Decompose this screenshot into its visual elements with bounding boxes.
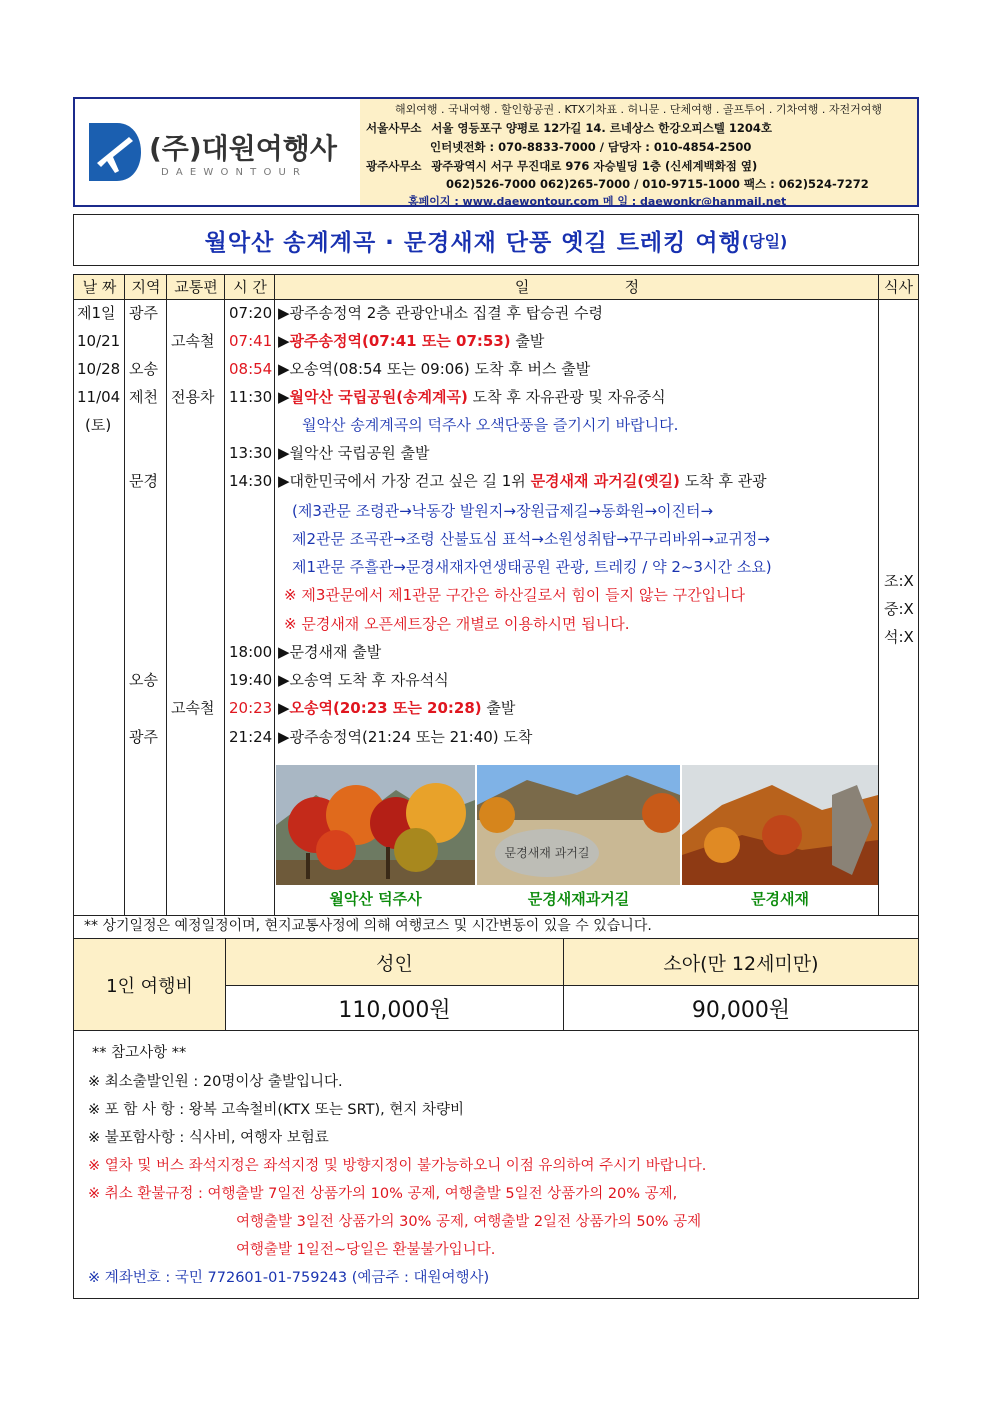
header-schedule: 일 정 (514, 278, 640, 296)
gwangju-office-label: 광주사무소 (366, 159, 422, 173)
transport-ktx-return: 고속철 (171, 699, 215, 717)
table-header-row (74, 275, 918, 300)
schedule-line: 제2관문 조곡관→조령 산불됴심 표석→소원성취탑→꾸구리바위→교귀정→ (292, 530, 770, 548)
schedule-line: 제1관문 주흘관→문경새재자연생태공원 관광, 트레킹 / 약 2~3시간 소요) (292, 558, 772, 576)
logo-area (75, 99, 361, 205)
price-label: 1인 여행비 (74, 939, 226, 1030)
note-account: ※ 계좌번호 : 국민 772601-01-759243 (예금주 : 대원여행사) (88, 1270, 490, 1286)
meal-dinner: 석:X (884, 628, 914, 646)
note-refund: ※ 취소 환불규정 : 여행출발 7일전 상품가의 10% 공제, 여행출발 5일전 상품가의 20% 공제, (88, 1186, 678, 1202)
highlight: 광주송정역(07:41 또는 07:53) (289, 332, 511, 350)
meal-breakfast: 조:X (884, 572, 914, 590)
caption-deokjusa: 월악산 덕주사 (329, 890, 422, 908)
schedule-line: 월악산 송계계곡의 덕주사 오색단풍을 즐기시기 바랍니다. (302, 416, 679, 434)
time-cell: 07:20 (229, 304, 273, 322)
transport-bus: 전용차 (171, 388, 215, 406)
gwangju-office (366, 158, 923, 174)
arrow: ▶ (278, 388, 290, 406)
header-time: 시 간 (233, 278, 267, 296)
seoul-office-address: 서울 영등포구 양평로 12가길 14. 르네상스 한강오피스텔 1204호 (431, 121, 773, 135)
date-3: 11/04 (77, 388, 121, 406)
region-jecheon: 제천 (129, 388, 158, 406)
contact-info (360, 99, 917, 208)
itinerary-table (73, 274, 919, 916)
schedule-line (278, 327, 544, 355)
col-divider (124, 275, 125, 915)
highlight: 문경새재 과거길(옛길) (530, 472, 680, 490)
company-header (73, 97, 919, 207)
photo-woraksan-deokjusa (276, 765, 475, 885)
child-price: 90,000원 (691, 997, 791, 1023)
time-cell: 20:23 (229, 699, 273, 717)
time-cell: 08:54 (229, 360, 273, 378)
col-divider (166, 275, 167, 915)
col-divider (224, 275, 225, 915)
reference-notes (73, 1030, 919, 1299)
logo-subtext: D A E W O N T O U R (161, 167, 302, 178)
schedule-line: (제3관문 조령관→낙동강 발원지→장원급제길→동화원→이진터→ (292, 502, 714, 520)
logo-text: (주)대원여행사 (149, 132, 337, 165)
text: 도착 후 관광 (679, 472, 767, 490)
transport-ktx: 고속철 (171, 332, 215, 350)
note-min-people: ※ 최소출발인원 : 20명이상 출발입니다. (88, 1074, 343, 1090)
seoul-office-label: 서울사무소 (366, 121, 422, 135)
text: 도착 후 자유관광 및 자유중식 (467, 388, 666, 406)
header-transport: 교통편 (174, 278, 218, 296)
highlight: 월악산 국립공원(송계계곡) (289, 388, 468, 406)
schedule-line (278, 694, 515, 722)
date-day: 제1일 (77, 304, 116, 322)
photo-mungyeong-road (477, 765, 680, 885)
arrow: ▶ (278, 699, 290, 717)
schedule-notice: ** 상기일정은 예정일정이며, 현지교통사정에 의해 여행코스 및 시간변동이 있을 수 있습니다. (73, 915, 919, 939)
gwangju-phone: 062)526-7000 062)265-7000 / 010-9715-1000 팩스 : 062)524-7272 (446, 177, 869, 191)
title-box (73, 214, 919, 266)
note-included: ※ 포 함 사 항 : 왕복 고속철비(KTX 또는 SRT), 현지 차량비 (88, 1102, 465, 1118)
schedule-line: ▶오송역 도착 후 자유석식 (278, 671, 449, 689)
region-gwangju: 광주 (129, 304, 158, 322)
date-1: 10/21 (77, 332, 121, 350)
adult-price: 110,000원 (226, 986, 564, 1030)
col-divider (274, 275, 275, 915)
schedule-line (278, 383, 666, 411)
schedule-line: ▶광주송정역 2층 관광안내소 집결 후 탑승권 수령 (278, 304, 603, 322)
header-meal: 식사 (884, 278, 913, 296)
meal-lunch: 중:X (884, 600, 914, 618)
col-divider (878, 275, 879, 915)
homepage-email[interactable]: 홈페이지 : www.daewontour.com 메 일 : daewonkr@hanmail.net (408, 195, 787, 208)
seoul-office (366, 120, 923, 136)
time-cell: 19:40 (229, 671, 273, 689)
time-cell: 07:41 (229, 332, 273, 350)
schedule-line: ※ 문경새재 오픈세트장은 개별로 이용하시면 됩니다. (284, 615, 630, 633)
region-mungyeong: 문경 (129, 472, 158, 490)
note-refund-2: 여행출발 3일전 상품가의 30% 공제, 여행출발 2일전 상품가의 50% 공제 (236, 1214, 702, 1230)
caption-saejae: 문경새재 (751, 890, 809, 908)
schedule-line (278, 467, 767, 495)
note-seat: ※ 열차 및 버스 좌석지정은 좌석지정 및 방향지정이 불가능하오니 이점 유의하여 주시기 바랍니다. (88, 1158, 707, 1174)
highlight: 오송역(20:23 또는 20:28) (289, 699, 482, 717)
text: 출발 (510, 332, 545, 350)
page-title-sub: (당일) (741, 231, 788, 251)
region-osong-return: 오송 (129, 671, 158, 689)
region-gwangju-return: 광주 (129, 728, 158, 746)
note-excluded: ※ 불포함사항 : 식사비, 여행자 보험료 (88, 1130, 329, 1146)
text: 출발 (481, 699, 516, 717)
schedule-line: ※ 제3관문에서 제1관문 구간은 하산길로서 힘이 들지 않는 구간입니다 (284, 586, 746, 604)
note-refund-3: 여행출발 1일전~당일은 환불불가입니다. (236, 1242, 496, 1258)
text: ▶대한민국에서 가장 걷고 싶은 길 1위 (278, 472, 531, 490)
schedule-line: ▶월악산 국립공원 출발 (278, 444, 430, 462)
page-title: 월악산 송계계곡 · 문경새재 단풍 옛길 트레킹 여행 (204, 229, 742, 256)
time-cell: 18:00 (229, 643, 273, 661)
gwangju-office-address: 광주광역시 서구 무진대로 976 자승빌딩 1층 (신세계백화점 옆) (431, 159, 758, 173)
photo-mungyeong-saejae (682, 765, 878, 885)
adult-label: 성인 (226, 939, 564, 986)
time-cell: 14:30 (229, 472, 273, 490)
caption-gwageogil: 문경새재과거길 (527, 890, 630, 908)
services-list: 해외여행 . 국내여행 . 할인항공권 . KTX기차표 . 허니문 . 단체여행 . 골프투어 . 기차여행 . 자전거여행 (394, 103, 883, 116)
schedule-line: ▶오송역(08:54 또는 09:06) 도착 후 버스 출발 (278, 360, 591, 378)
time-cell: 21:24 (229, 728, 273, 746)
date-2: 10/28 (77, 360, 121, 378)
region-osong: 오송 (129, 360, 158, 378)
internet-phone: 인터넷전화 : 070-8833-7000 / 담당자 : 010-4854-2500 (430, 140, 752, 154)
price-table (73, 938, 919, 1031)
stone-inscription: 문경새재 과거길 (504, 846, 590, 860)
schedule-line: ▶문경새재 출발 (278, 643, 382, 661)
child-label: 소아(만 12세미만) (564, 939, 918, 986)
notes-title: ** 참고사항 ** (92, 1045, 187, 1061)
airplane-logo-icon (89, 123, 141, 181)
header-region: 지역 (131, 278, 161, 296)
time-cell: 11:30 (229, 388, 273, 406)
date-weekday: (토) (85, 416, 112, 434)
arrow: ▶ (278, 332, 290, 350)
schedule-line: ▶광주송정역(21:24 또는 21:40) 도착 (278, 728, 533, 746)
time-cell: 13:30 (229, 444, 273, 462)
header-date: 날 짜 (82, 278, 117, 296)
